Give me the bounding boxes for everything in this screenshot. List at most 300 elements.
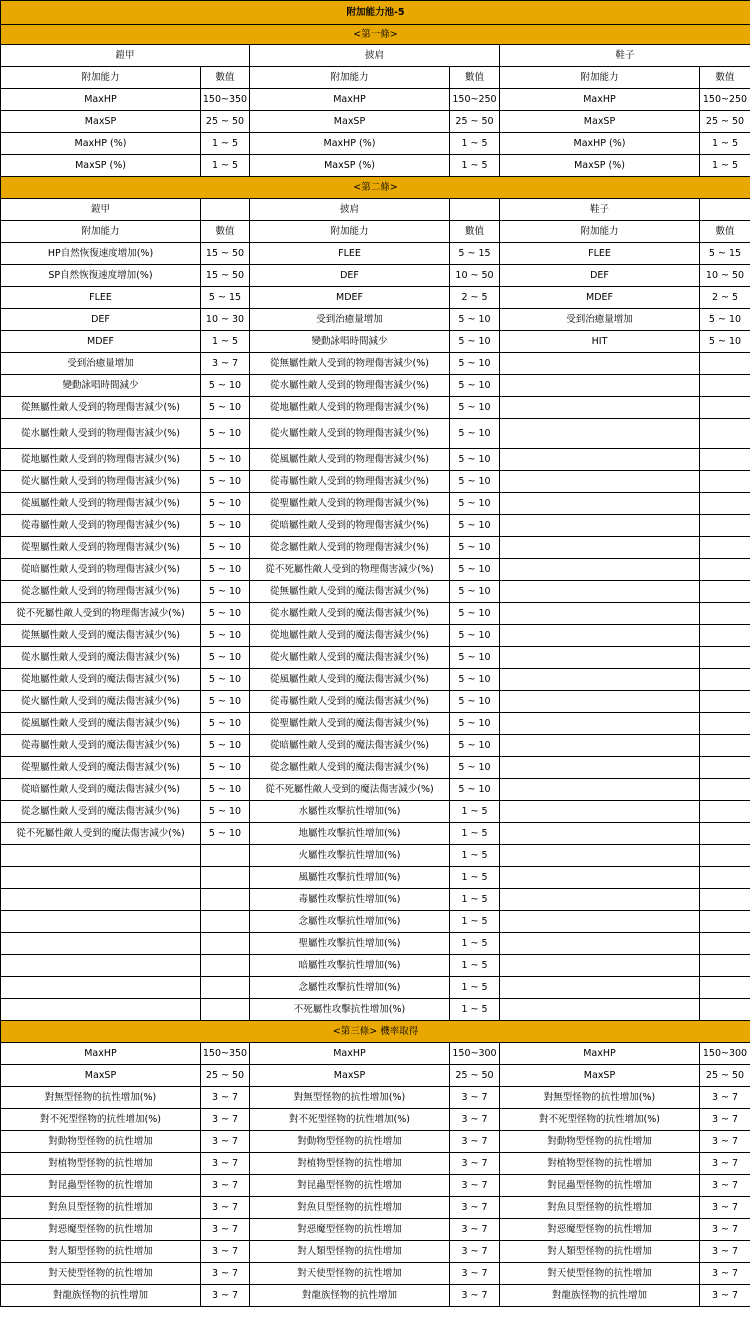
- table-row: [1, 1109, 750, 1131]
- ability-cell: 地屬性攻擊抗性增加(%): [250, 823, 450, 845]
- value-cell: 150~350: [201, 89, 250, 111]
- ability-cell: [500, 757, 700, 779]
- value-cell: [700, 911, 750, 933]
- ability-cell: [500, 779, 700, 801]
- value-cell: 3 ~ 7: [700, 1263, 750, 1285]
- table-row: [1, 779, 750, 801]
- value-cell: 3 ~ 7: [201, 1263, 250, 1285]
- value-cell: 1 ~ 5: [450, 889, 500, 911]
- value-cell: 3 ~ 7: [700, 1153, 750, 1175]
- value-cell: 1 ~ 5: [450, 823, 500, 845]
- section-3-label: <第三條> 機率取得: [1, 1021, 750, 1043]
- ability-cell: MaxSP: [250, 1065, 450, 1087]
- ability-cell: 對昆蟲型怪物的抗性增加: [500, 1175, 700, 1197]
- ability-cell: MaxHP: [1, 89, 201, 111]
- table-row: [1, 581, 750, 603]
- value-cell: [700, 397, 750, 419]
- value-cell: 5 ~ 10: [450, 581, 500, 603]
- value-cell: 5 ~ 10: [201, 735, 250, 757]
- ability-cell: 念屬性攻擊抗性增加(%): [250, 911, 450, 933]
- ability-cell: 從毒屬性敵人受到的物理傷害減少(%): [250, 471, 450, 493]
- column-header: 鎧甲: [1, 199, 201, 221]
- table-row: [1, 1043, 750, 1065]
- ability-cell: MaxHP: [500, 89, 700, 111]
- table-row: [1, 867, 750, 889]
- value-cell: 2 ~ 5: [700, 287, 750, 309]
- ability-cell: 對無型怪物的抗性增加(%): [250, 1087, 450, 1109]
- ability-cell: [500, 889, 700, 911]
- ability-cell: 從水屬性敵人受到的魔法傷害減少(%): [1, 647, 201, 669]
- ability-cell: 對動物型怪物的抗性增加: [1, 1131, 201, 1153]
- ability-cell: [500, 537, 700, 559]
- table-row: [1, 111, 750, 133]
- ability-cell: [500, 713, 700, 735]
- value-cell: 3 ~ 7: [201, 1153, 250, 1175]
- ability-cell: 從風屬性敵人受到的魔法傷害減少(%): [1, 713, 201, 735]
- value-cell: 5 ~ 10: [201, 669, 250, 691]
- ability-cell: 從念屬性敵人受到的物理傷害減少(%): [1, 581, 201, 603]
- table-row: [1, 287, 750, 309]
- value-cell: 5 ~ 10: [450, 353, 500, 375]
- ability-cell: DEF: [1, 309, 201, 331]
- value-cell: [700, 845, 750, 867]
- value-cell: [700, 471, 750, 493]
- value-cell: 3 ~ 7: [450, 1197, 500, 1219]
- value-cell: 15 ~ 50: [201, 243, 250, 265]
- table-row: [1, 845, 750, 867]
- value-cell: 1 ~ 5: [450, 977, 500, 999]
- value-cell: 10 ~ 30: [201, 309, 250, 331]
- ability-cell: [1, 999, 201, 1021]
- value-cell: [700, 713, 750, 735]
- ability-cell: 對不死型怪物的抗性增加(%): [250, 1109, 450, 1131]
- ability-cell: MaxHP: [250, 89, 450, 111]
- value-cell: [700, 515, 750, 537]
- value-cell: 5 ~ 15: [700, 243, 750, 265]
- value-cell: 5 ~ 10: [450, 625, 500, 647]
- ability-cell: SP自然恢復速度增加(%): [1, 265, 201, 287]
- column-header-empty: [700, 199, 750, 221]
- value-cell: 1 ~ 5: [450, 845, 500, 867]
- ability-cell: MaxSP: [500, 1065, 700, 1087]
- ability-cell: 對天使型怪物的抗性增加: [250, 1263, 450, 1285]
- ability-cell: [500, 823, 700, 845]
- ability-cell: 從水屬性敵人受到的物理傷害減少(%): [250, 375, 450, 397]
- ability-cell: [500, 735, 700, 757]
- table-row: [1, 955, 750, 977]
- column-header-empty: [201, 199, 250, 221]
- value-cell: 150~250: [450, 89, 500, 111]
- table-row: [1, 1087, 750, 1109]
- value-cell: [700, 353, 750, 375]
- value-cell: 3 ~ 7: [201, 1241, 250, 1263]
- table-row: [1, 999, 750, 1021]
- value-cell: 1 ~ 5: [450, 155, 500, 177]
- ability-cell: 從無屬性敵人受到的物理傷害減少(%): [1, 397, 201, 419]
- value-cell: 2 ~ 5: [450, 287, 500, 309]
- ability-cell: DEF: [500, 265, 700, 287]
- value-cell: 3 ~ 7: [700, 1087, 750, 1109]
- subheader-ability: 附加能力: [500, 221, 700, 243]
- ability-cell: [1, 867, 201, 889]
- value-cell: 10 ~ 50: [700, 265, 750, 287]
- ability-cell: FLEE: [1, 287, 201, 309]
- ability-cell: 對天使型怪物的抗性增加: [1, 1263, 201, 1285]
- table-row: [1, 375, 750, 397]
- ability-cell: [1, 845, 201, 867]
- table-row: [1, 243, 750, 265]
- value-cell: 5 ~ 15: [201, 287, 250, 309]
- ability-cell: 對惡魔型怪物的抗性增加: [250, 1219, 450, 1241]
- ability-cell: [500, 845, 700, 867]
- ability-cell: 聖屬性攻擊抗性增加(%): [250, 933, 450, 955]
- value-cell: [700, 669, 750, 691]
- value-cell: 1 ~ 5: [450, 801, 500, 823]
- value-cell: 1 ~ 5: [700, 133, 750, 155]
- value-cell: 5 ~ 10: [201, 471, 250, 493]
- ability-cell: 對植物型怪物的抗性增加: [500, 1153, 700, 1175]
- value-cell: 3 ~ 7: [201, 1285, 250, 1307]
- value-cell: 3 ~ 7: [201, 1109, 250, 1131]
- table-row: [1, 1131, 750, 1153]
- ability-cell: 對人類型怪物的抗性增加: [250, 1241, 450, 1263]
- value-cell: 5 ~ 10: [450, 397, 500, 419]
- ability-cell: 受到治癒量增加: [500, 309, 700, 331]
- value-cell: 3 ~ 7: [450, 1285, 500, 1307]
- value-cell: 3 ~ 7: [450, 1241, 500, 1263]
- subheader-value: 數值: [201, 67, 250, 89]
- ability-cell: MaxSP (%): [250, 155, 450, 177]
- value-cell: 150~250: [700, 89, 750, 111]
- column-header: 鞋子: [500, 45, 750, 67]
- value-cell: 3 ~ 7: [450, 1263, 500, 1285]
- subheader-ability: 附加能力: [500, 67, 700, 89]
- column-header: 披肩: [250, 199, 450, 221]
- table-row: [1, 471, 750, 493]
- ability-cell: [500, 581, 700, 603]
- ability-cell: 從毒屬性敵人受到的魔法傷害減少(%): [1, 735, 201, 757]
- table-row: [1, 419, 750, 449]
- ability-cell: MaxSP (%): [500, 155, 700, 177]
- value-cell: 3 ~ 7: [700, 1219, 750, 1241]
- ability-cell: 從不死屬性敵人受到的魔法傷害減少(%): [250, 779, 450, 801]
- ability-cell: 變動詠唱時間減少: [1, 375, 201, 397]
- value-cell: 150~350: [201, 1043, 250, 1065]
- ability-cell: MaxSP: [250, 111, 450, 133]
- value-cell: [201, 845, 250, 867]
- table-row: [1, 889, 750, 911]
- value-cell: 5 ~ 10: [201, 515, 250, 537]
- ability-cell: 對人類型怪物的抗性增加: [500, 1241, 700, 1263]
- value-cell: 5 ~ 10: [450, 515, 500, 537]
- column-header: 鞋子: [500, 199, 700, 221]
- table-row: [1, 449, 750, 471]
- ability-cell: MaxHP: [500, 1043, 700, 1065]
- ability-cell: 對昆蟲型怪物的抗性增加: [250, 1175, 450, 1197]
- ability-cell: [500, 397, 700, 419]
- table-row: [1, 537, 750, 559]
- ability-cell: 從毒屬性敵人受到的物理傷害減少(%): [1, 515, 201, 537]
- value-cell: 5 ~ 10: [450, 779, 500, 801]
- value-cell: 5 ~ 10: [450, 669, 500, 691]
- ability-cell: 從暗屬性敵人受到的物理傷害減少(%): [1, 559, 201, 581]
- value-cell: 5 ~ 10: [201, 581, 250, 603]
- ability-cell: 對人類型怪物的抗性增加: [1, 1241, 201, 1263]
- table-row: [1, 1263, 750, 1285]
- value-cell: [700, 933, 750, 955]
- value-cell: 1 ~ 5: [450, 867, 500, 889]
- ability-cell: 從水屬性敵人受到的物理傷害減少(%): [1, 419, 201, 449]
- ability-cell: HIT: [500, 331, 700, 353]
- column-header: 披肩: [250, 45, 500, 67]
- subheader-value: 數值: [450, 221, 500, 243]
- ability-cell: [500, 911, 700, 933]
- ability-cell: MDEF: [250, 287, 450, 309]
- value-cell: [700, 779, 750, 801]
- ability-cell: MaxHP (%): [500, 133, 700, 155]
- page-title: 附加能力池-5: [1, 1, 750, 25]
- ability-cell: 從念屬性敵人受到的魔法傷害減少(%): [250, 757, 450, 779]
- ability-cell: [500, 933, 700, 955]
- table-row: [1, 559, 750, 581]
- value-cell: 5 ~ 10: [201, 397, 250, 419]
- ability-cell: 從無屬性敵人受到的魔法傷害減少(%): [250, 581, 450, 603]
- value-cell: [201, 867, 250, 889]
- value-cell: 5 ~ 10: [450, 559, 500, 581]
- ability-cell: 從地屬性敵人受到的物理傷害減少(%): [1, 449, 201, 471]
- value-cell: 5 ~ 10: [450, 493, 500, 515]
- value-cell: 5 ~ 10: [201, 625, 250, 647]
- table-row: [1, 713, 750, 735]
- ability-cell: 從火屬性敵人受到的物理傷害減少(%): [250, 419, 450, 449]
- ability-cell: 水屬性攻擊抗性增加(%): [250, 801, 450, 823]
- value-cell: 5 ~ 10: [700, 309, 750, 331]
- ability-cell: 對植物型怪物的抗性增加: [1, 1153, 201, 1175]
- ability-cell: 從暗屬性敵人受到的魔法傷害減少(%): [250, 735, 450, 757]
- table-row: [1, 1153, 750, 1175]
- ability-cell: 從風屬性敵人受到的物理傷害減少(%): [1, 493, 201, 515]
- ability-cell: DEF: [250, 265, 450, 287]
- table-row: [1, 1175, 750, 1197]
- value-cell: 5 ~ 10: [201, 449, 250, 471]
- ability-cell: [500, 669, 700, 691]
- value-cell: 3 ~ 7: [450, 1153, 500, 1175]
- ability-cell: [1, 933, 201, 955]
- value-cell: 5 ~ 10: [450, 735, 500, 757]
- value-cell: [700, 735, 750, 757]
- ability-cell: 從不死屬性敵人受到的魔法傷害減少(%): [1, 823, 201, 845]
- ability-cell: 從火屬性敵人受到的物理傷害減少(%): [1, 471, 201, 493]
- ability-cell: MaxSP: [1, 111, 201, 133]
- table-row: [1, 933, 750, 955]
- value-cell: 5 ~ 10: [450, 449, 500, 471]
- value-cell: 1 ~ 5: [450, 955, 500, 977]
- ability-cell: MaxSP (%): [1, 155, 201, 177]
- ability-cell: 從暗屬性敵人受到的魔法傷害減少(%): [1, 779, 201, 801]
- table-row: [1, 89, 750, 111]
- subheader-ability: 附加能力: [250, 67, 450, 89]
- ability-cell: 從地屬性敵人受到的魔法傷害減少(%): [250, 625, 450, 647]
- ability-cell: [500, 603, 700, 625]
- table-row: [1, 1285, 750, 1307]
- ability-cell: 從火屬性敵人受到的魔法傷害減少(%): [250, 647, 450, 669]
- ability-cell: 從無屬性敵人受到的魔法傷害減少(%): [1, 625, 201, 647]
- value-cell: 5 ~ 10: [201, 823, 250, 845]
- value-cell: [700, 757, 750, 779]
- value-cell: 5 ~ 10: [201, 801, 250, 823]
- value-cell: 1 ~ 5: [450, 933, 500, 955]
- value-cell: 5 ~ 10: [201, 537, 250, 559]
- ability-cell: [500, 691, 700, 713]
- ability-cell: 對天使型怪物的抗性增加: [500, 1263, 700, 1285]
- ability-cell: MaxSP: [500, 111, 700, 133]
- section-2-label: <第二條>: [1, 177, 750, 199]
- table-row: [1, 1197, 750, 1219]
- subheader-value: 數值: [700, 221, 750, 243]
- value-cell: 5 ~ 10: [201, 419, 250, 449]
- ability-cell: [500, 801, 700, 823]
- value-cell: [201, 933, 250, 955]
- subheader-value: 數值: [700, 67, 750, 89]
- column-header: 鎧甲: [1, 45, 250, 67]
- ability-cell: 風屬性攻擊抗性增加(%): [250, 867, 450, 889]
- value-cell: 5 ~ 10: [450, 691, 500, 713]
- table-row: [1, 911, 750, 933]
- value-cell: 150~300: [700, 1043, 750, 1065]
- ability-cell: 對昆蟲型怪物的抗性增加: [1, 1175, 201, 1197]
- ability-cell: [500, 515, 700, 537]
- value-cell: [700, 955, 750, 977]
- value-cell: 5 ~ 10: [450, 537, 500, 559]
- ability-cell: [1, 889, 201, 911]
- value-cell: 5 ~ 10: [201, 779, 250, 801]
- value-cell: 25 ~ 50: [450, 1065, 500, 1087]
- column-header-empty: [450, 199, 500, 221]
- table-row: [1, 735, 750, 757]
- value-cell: [700, 419, 750, 449]
- ability-cell: MaxHP (%): [250, 133, 450, 155]
- value-cell: 5 ~ 10: [450, 757, 500, 779]
- value-cell: 1 ~ 5: [450, 999, 500, 1021]
- value-cell: 25 ~ 50: [201, 1065, 250, 1087]
- ability-cell: [500, 559, 700, 581]
- value-cell: 25 ~ 50: [450, 111, 500, 133]
- ability-cell: 從念屬性敵人受到的物理傷害減少(%): [250, 537, 450, 559]
- value-cell: [700, 537, 750, 559]
- ability-cell: 對魚貝型怪物的抗性增加: [250, 1197, 450, 1219]
- ability-cell: 對惡魔型怪物的抗性增加: [500, 1219, 700, 1241]
- ability-cell: 火屬性攻擊抗性增加(%): [250, 845, 450, 867]
- value-cell: [700, 493, 750, 515]
- value-cell: [700, 581, 750, 603]
- value-cell: [700, 999, 750, 1021]
- ability-cell: [1, 977, 201, 999]
- value-cell: 1 ~ 5: [201, 331, 250, 353]
- ability-cell: 從念屬性敵人受到的魔法傷害減少(%): [1, 801, 201, 823]
- value-cell: 5 ~ 10: [201, 603, 250, 625]
- value-cell: 3 ~ 7: [201, 353, 250, 375]
- value-cell: 3 ~ 7: [201, 1131, 250, 1153]
- value-cell: 1 ~ 5: [450, 911, 500, 933]
- table-row: [1, 265, 750, 287]
- ability-cell: 對不死型怪物的抗性增加(%): [500, 1109, 700, 1131]
- ability-cell: 不死屬性攻擊抗性增加(%): [250, 999, 450, 1021]
- subheader-ability: 附加能力: [1, 67, 201, 89]
- value-cell: [700, 647, 750, 669]
- ability-cell: 毒屬性攻擊抗性增加(%): [250, 889, 450, 911]
- value-cell: 3 ~ 7: [450, 1219, 500, 1241]
- value-cell: [201, 977, 250, 999]
- ability-cell: 變動詠唱時間減少: [250, 331, 450, 353]
- ability-cell: [500, 449, 700, 471]
- table-row: [1, 603, 750, 625]
- value-cell: 1 ~ 5: [450, 133, 500, 155]
- value-cell: [700, 867, 750, 889]
- table-row: [1, 331, 750, 353]
- value-cell: 5 ~ 10: [450, 419, 500, 449]
- value-cell: [700, 625, 750, 647]
- value-cell: 150~300: [450, 1043, 500, 1065]
- ability-cell: MaxHP: [1, 1043, 201, 1065]
- table-row: [1, 155, 750, 177]
- value-cell: 5 ~ 10: [450, 331, 500, 353]
- table-row: [1, 647, 750, 669]
- table-row: [1, 309, 750, 331]
- value-cell: 25 ~ 50: [700, 1065, 750, 1087]
- value-cell: 1 ~ 5: [201, 155, 250, 177]
- value-cell: 5 ~ 10: [450, 309, 500, 331]
- ability-cell: 對植物型怪物的抗性增加: [250, 1153, 450, 1175]
- table-row: [1, 1065, 750, 1087]
- value-cell: 3 ~ 7: [700, 1241, 750, 1263]
- value-cell: 3 ~ 7: [201, 1219, 250, 1241]
- ability-cell: 從毒屬性敵人受到的魔法傷害減少(%): [250, 691, 450, 713]
- ability-cell: 從風屬性敵人受到的物理傷害減少(%): [250, 449, 450, 471]
- value-cell: [700, 691, 750, 713]
- table-row: [1, 801, 750, 823]
- value-cell: 5 ~ 15: [450, 243, 500, 265]
- table-row: [1, 1241, 750, 1263]
- ability-cell: 受到治癒量增加: [250, 309, 450, 331]
- value-cell: 3 ~ 7: [450, 1087, 500, 1109]
- value-cell: 3 ~ 7: [700, 1197, 750, 1219]
- value-cell: 5 ~ 10: [201, 375, 250, 397]
- value-cell: [700, 375, 750, 397]
- ability-cell: [500, 977, 700, 999]
- ability-cell: [500, 375, 700, 397]
- table-row: [1, 823, 750, 845]
- value-cell: 3 ~ 7: [450, 1175, 500, 1197]
- section-1-label: <第一條>: [1, 25, 750, 45]
- ability-cell: 對無型怪物的抗性增加(%): [1, 1087, 201, 1109]
- ability-cell: MaxHP (%): [1, 133, 201, 155]
- ability-cell: 對不死型怪物的抗性增加(%): [1, 1109, 201, 1131]
- ability-cell: [500, 955, 700, 977]
- ability-cell: 從無屬性敵人受到的物理傷害減少(%): [250, 353, 450, 375]
- ability-cell: 從聖屬性敵人受到的魔法傷害減少(%): [1, 757, 201, 779]
- ability-cell: 念屬性攻擊抗性增加(%): [250, 977, 450, 999]
- ability-cell: MaxSP: [1, 1065, 201, 1087]
- table-row: [1, 353, 750, 375]
- ability-cell: 從水屬性敵人受到的魔法傷害減少(%): [250, 603, 450, 625]
- table-row: [1, 133, 750, 155]
- value-cell: 5 ~ 10: [201, 559, 250, 581]
- value-cell: 5 ~ 10: [201, 757, 250, 779]
- value-cell: [700, 449, 750, 471]
- ability-cell: [500, 353, 700, 375]
- subheader-ability: 附加能力: [1, 221, 201, 243]
- table-row: [1, 515, 750, 537]
